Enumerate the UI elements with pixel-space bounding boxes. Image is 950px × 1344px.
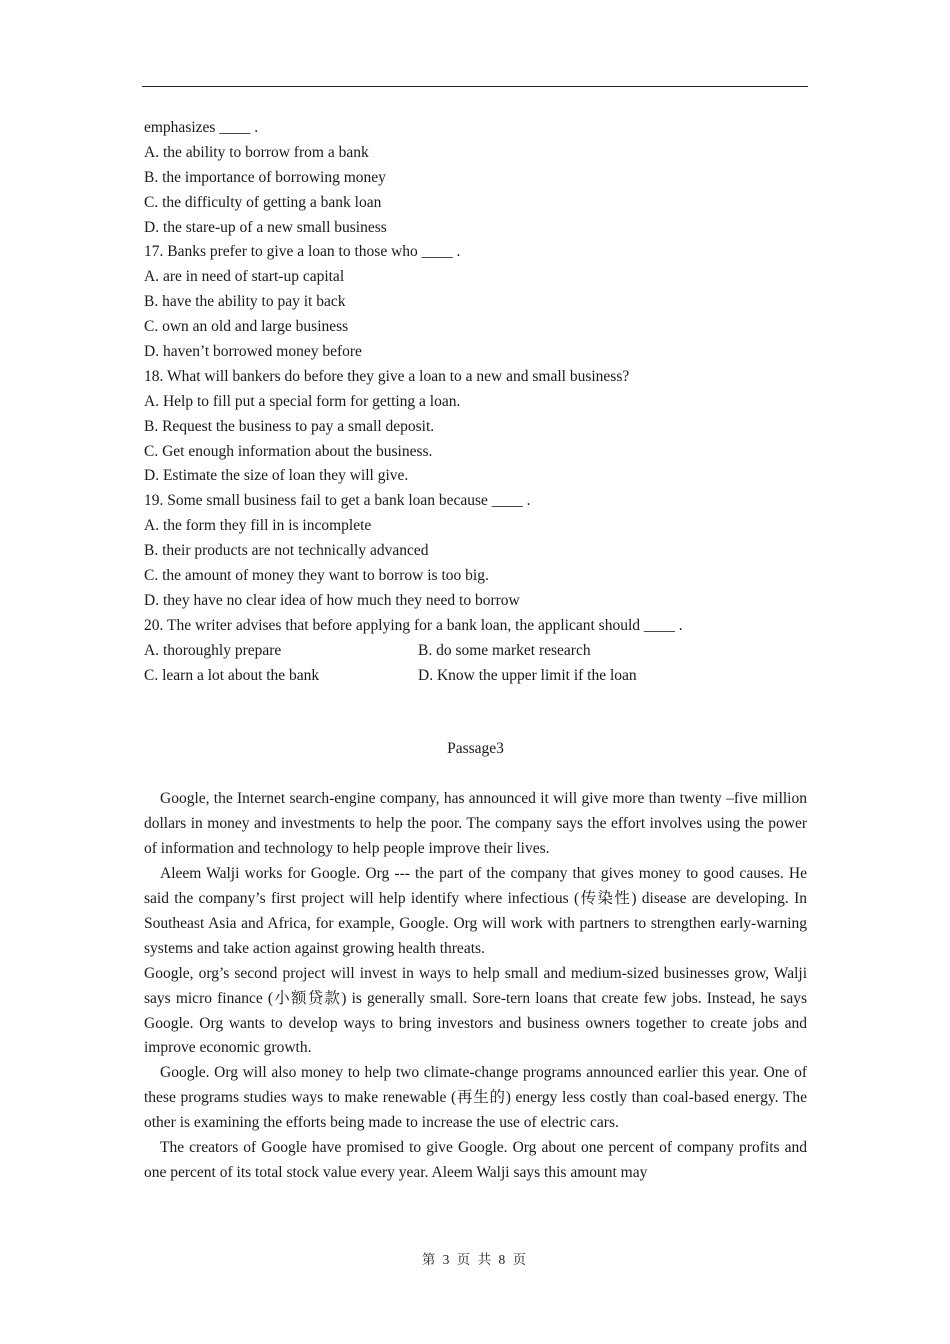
passage-paragraph-1: Google, the Internet search-engine company, has announced it will give more than twenty –five million dollars in money and investments to help the poor. The company says the effort involves using the power of information and technology to help people improve their lives.: [144, 790, 807, 858]
option-line: D. they have no clear idea of how much they need to borrow: [144, 591, 520, 609]
option-line: A. the form they fill in is incomplete: [144, 517, 372, 535]
option-line: B. have the ability to pay it back: [144, 293, 346, 311]
option-line: D. the stare-up of a new small business: [144, 218, 387, 236]
option-b: B. do some market research: [418, 641, 591, 659]
question-line: emphasizes ____ .: [144, 119, 259, 136]
option-line: C. the amount of money they want to borrow is too big.: [144, 567, 489, 585]
passage-paragraph-3: Google, org’s second project will invest in ways to help small and medium-sized businesses grow, Walji says micro finance (小额贷款) is generally small. Sore-tern loans that create few jobs. Instead, he says Google. Org wants to develop ways to bring investors and business owners together to create jobs and improve economic growth.: [144, 964, 807, 1057]
option-line: A. are in need of start-up capital: [144, 268, 345, 286]
question-block: [144, 116, 807, 639]
option-line: B. the importance of borrowing money: [144, 168, 386, 186]
option-line: B. Request the business to pay a small deposit.: [144, 417, 435, 435]
q20-options-row-1: [144, 639, 807, 664]
option-a: A. thoroughly prepare: [144, 641, 282, 659]
option-d: D. Know the upper limit if the loan: [418, 666, 637, 684]
question-19: 19. Some small business fail to get a bank loan because ____ .: [144, 492, 531, 510]
question-20: 20. The writer advises that before applying for a bank loan, the applicant should ____ .: [144, 616, 683, 634]
passage-paragraph-4: Google. Org will also money to help two climate-change programs announced earlier this year. One of these programs studies ways to make renewable (再生的) energy less costly than coal-based energy. The other is examining the efforts being made to increase the use of electric cars.: [144, 1064, 807, 1132]
passage-title: Passage3: [447, 740, 504, 758]
page-footer: 第 3 页 共 8 页: [421, 1252, 529, 1267]
option-c: C. learn a lot about the bank: [144, 666, 320, 684]
page-content: [144, 116, 807, 1186]
option-line: A. the ability to borrow from a bank: [144, 143, 369, 161]
option-line: C. the difficulty of getting a bank loan: [144, 193, 382, 211]
option-line: D. Estimate the size of loan they will give.: [144, 467, 409, 485]
option-line: C. own an old and large business: [144, 318, 349, 336]
option-line: C. Get enough information about the business.: [144, 442, 433, 460]
question-18: 18. What will bankers do before they give a loan to a new and small business?: [144, 367, 630, 385]
option-line: D. haven’t borrowed money before: [144, 343, 362, 361]
q20-options-row-2: [144, 664, 807, 689]
question-17: 17. Banks prefer to give a loan to those who ____ .: [144, 243, 461, 261]
header-rule: [142, 86, 808, 87]
option-line: A. Help to fill put a special form for getting a loan.: [144, 392, 461, 410]
passage-paragraph-2: Aleem Walji works for Google. Org --- the part of the company that gives money to good causes. He said the company’s first project will help identify where infectious (传染性) disease are developing. In Southeast Asia and Africa, for example, Google. Org will work with partners to strengthen early-warning systems and take action against growing health threats.: [144, 865, 807, 957]
passage-paragraph-5: The creators of Google have promised to give Google. Org about one percent of company profits and one percent of its total stock value every year. Aleem Walji says this amount may: [144, 1139, 807, 1181]
option-line: B. their products are not technically advanced: [144, 542, 429, 560]
